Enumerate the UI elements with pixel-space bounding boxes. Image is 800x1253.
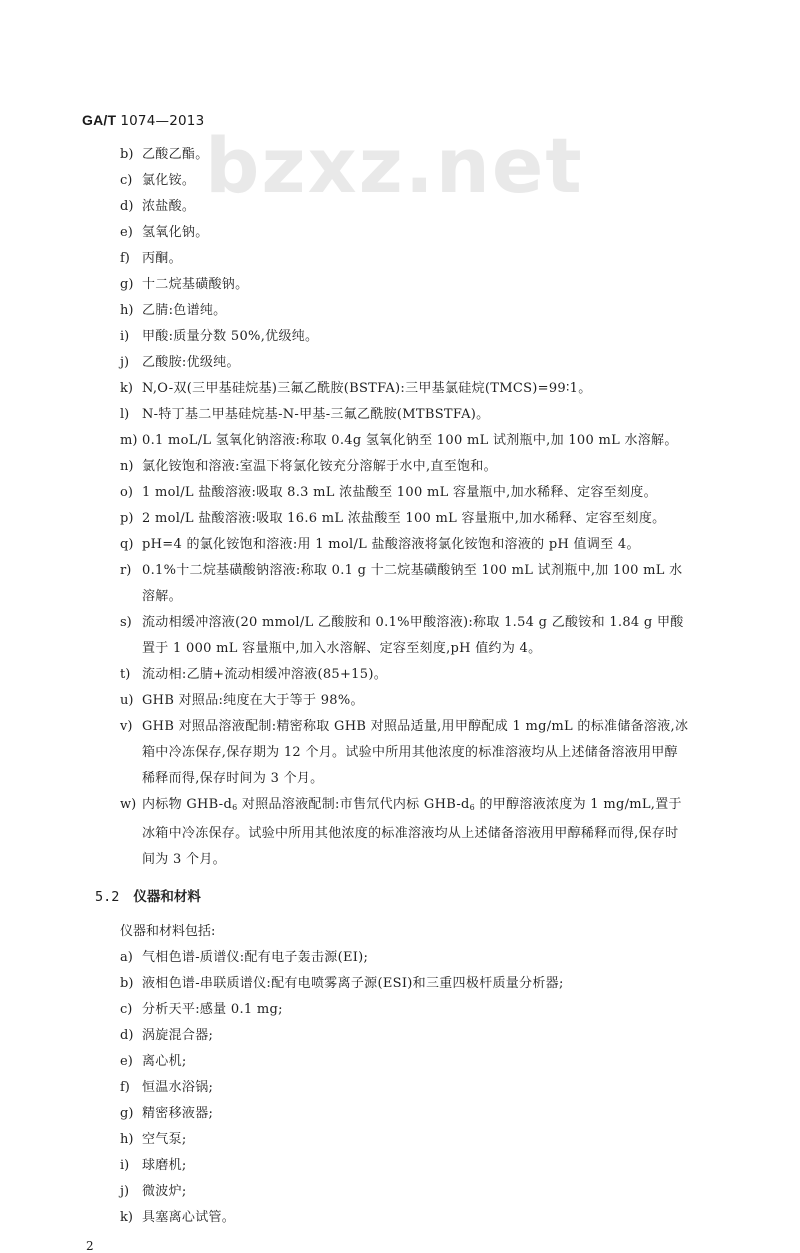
item-text: N-特丁基二甲基硅烷基-N-甲基-三氟乙酰胺(MTBSTFA)。: [142, 407, 490, 422]
list-item: [120, 246, 690, 272]
list-item: [120, 1049, 690, 1075]
list-item: [120, 792, 690, 873]
list-item: [120, 945, 690, 971]
list-item: [120, 662, 690, 688]
list-item: [120, 1153, 690, 1179]
item-text: 氯化铵饱和溶液:室温下将氯化铵充分溶解于水中,直至饱和。: [142, 459, 497, 474]
item-text: GHB 对照品:纯度在大于等于 98%。: [142, 693, 364, 708]
list-item: [120, 376, 690, 402]
item-text: pH=4 的氯化铵饱和溶液:用 1 mol/L 盐酸溶液将氯化铵饱和溶液的 pH 值调至 4。: [142, 537, 640, 552]
list-item: [120, 532, 690, 558]
item-marker: c): [120, 173, 133, 188]
item-marker: b): [120, 976, 134, 991]
item-text: 流动相缓冲溶液(20 mmol/L 乙酸胺和 0.1%甲酸溶液):称取 1.54 g 乙酸铵和 1.84 g 甲酸置于 1 000 mL 容量瓶中,加入水溶解、定容至刻度,pH 值约为 4。: [142, 615, 684, 656]
item-marker: a): [120, 950, 133, 965]
item-marker: f): [120, 1080, 130, 1095]
item-text: 0.1%十二烷基磺酸钠溶液:称取 0.1 g 十二烷基磺酸钠至 100 mL 试剂瓶中,加 100 mL 水溶解。: [142, 563, 683, 604]
list-item: [120, 272, 690, 298]
item-marker: g): [120, 277, 134, 292]
item-text: 精密移液器;: [142, 1106, 214, 1121]
item-text: 2 mol/L 盐酸溶液:吸取 16.6 mL 浓盐酸至 100 mL 容量瓶中,加水稀释、定容至刻度。: [142, 511, 666, 526]
list-item: [120, 220, 690, 246]
list-item: [120, 1023, 690, 1049]
item-marker: w): [120, 797, 137, 812]
item-marker: k): [120, 381, 133, 396]
item-text: 0.1 moL/L 氢氧化钠溶液:称取 0.4g 氢氧化钠至 100 mL 试剂瓶中,加 100 mL 水溶解。: [142, 433, 678, 448]
section-title-text: 仪器和材料: [133, 889, 201, 905]
item-text: 涡旋混合器;: [142, 1028, 214, 1043]
list-item: [120, 1075, 690, 1101]
list-item: [120, 1101, 690, 1127]
item-text: 乙酸胺:优级纯。: [142, 355, 240, 370]
list-item: [120, 558, 690, 610]
item-marker: h): [120, 303, 134, 318]
list-item: [120, 454, 690, 480]
list-item: [120, 714, 690, 792]
item-marker: j): [120, 355, 130, 370]
list-item: [120, 402, 690, 428]
item-marker: i): [120, 329, 130, 344]
list-item: [120, 350, 690, 376]
item-marker: m): [120, 433, 138, 448]
page-number: 2: [86, 1239, 94, 1253]
item-marker: r): [120, 563, 132, 578]
list-item: [120, 298, 690, 324]
list-item: [120, 194, 690, 220]
item-marker: d): [120, 199, 134, 214]
standard-header: [82, 112, 204, 129]
list-item: [120, 324, 690, 350]
item-text: 流动相:乙腈+流动相缓冲溶液(85+15)。: [142, 667, 387, 682]
item-text: 乙酸乙酯。: [142, 147, 209, 162]
item-text: 浓盐酸。: [142, 199, 196, 214]
item-text: 离心机;: [142, 1054, 187, 1069]
list-item: [120, 142, 690, 168]
list-item: [120, 1179, 690, 1205]
item-text: GHB 对照品溶液配制:精密称取 GHB 对照品适量,用甲醇配成 1 mg/mL 的标准储备溶液,冰箱中冷冻保存,保存期为 12 个月。试验中所用其他浓度的标准溶液均从上述储备溶液用甲醇稀释而得,保存时间为 3 个月。: [142, 719, 689, 786]
section-heading: [95, 885, 201, 905]
item-text: 恒温水浴锅;: [142, 1080, 214, 1095]
list-item: [120, 997, 690, 1023]
section-intro: 仪器和材料包括:: [120, 924, 216, 939]
item-marker: c): [120, 1002, 133, 1017]
item-marker: h): [120, 1132, 134, 1147]
item-marker: t): [120, 667, 131, 682]
list-item: [120, 688, 690, 714]
watermark: bzxz.net: [205, 121, 584, 210]
item-marker: e): [120, 225, 133, 240]
item-marker: n): [120, 459, 134, 474]
item-text: 具塞离心试管。: [142, 1210, 236, 1225]
item-text: 气相色谱-质谱仪:配有电子轰击源(EI);: [142, 950, 369, 965]
item-text: 甲酸:质量分数 50%,优级纯。: [142, 329, 319, 344]
item-text: 内标物 GHB-$d_6$ 对照品溶液配制:市售氘代内标 GHB-$d_6$ 的甲醇溶液浓度为 1 mg/mL,置于冰箱中冷冻保存。试验中所用其他浓度的标准溶液均从上述储备溶液用甲醇稀释而得,保存时间为 3 个月。: [142, 797, 682, 867]
item-text: 氢氧化钠。: [142, 225, 209, 240]
item-text: 十二烷基磺酸钠。: [142, 277, 249, 292]
item-marker: j): [120, 1184, 130, 1199]
list-item: [120, 506, 690, 532]
item-marker: k): [120, 1210, 133, 1225]
item-text: 1 mol/L 盐酸溶液:吸取 8.3 mL 浓盐酸至 100 mL 容量瓶中,加水稀释、定容至刻度。: [142, 485, 657, 500]
item-text: 丙酮。: [142, 251, 182, 266]
item-marker: i): [120, 1158, 130, 1173]
item-text: 分析天平:感量 0.1 mg;: [142, 1002, 283, 1017]
item-text: 球磨机;: [142, 1158, 187, 1173]
item-marker: v): [120, 719, 133, 734]
list-item: [120, 480, 690, 506]
list-item: [120, 168, 690, 194]
item-marker: g): [120, 1106, 134, 1121]
item-text: 氯化铵。: [142, 173, 196, 188]
standard-prefix: GA/T: [82, 112, 117, 128]
item-marker: b): [120, 147, 134, 162]
item-text: 空气泵;: [142, 1132, 187, 1147]
standard-number: 1074—2013: [120, 113, 205, 129]
list-item: [120, 1205, 690, 1231]
item-marker: u): [120, 693, 134, 708]
item-marker: s): [120, 615, 132, 630]
item-marker: e): [120, 1054, 133, 1069]
list-item: [120, 610, 690, 662]
list-item: [120, 971, 690, 997]
list-item: [120, 428, 690, 454]
item-text: 乙腈:色谱纯。: [142, 303, 227, 318]
section-number: 5.2: [95, 889, 120, 905]
item-marker: d): [120, 1028, 134, 1043]
item-marker: q): [120, 537, 134, 552]
item-marker: f): [120, 251, 130, 266]
list-item: [120, 1127, 690, 1153]
item-text: 液相色谱-串联质谱仪:配有电喷雾离子源(ESI)和三重四极杆质量分析器;: [142, 976, 564, 991]
item-marker: p): [120, 511, 134, 526]
item-text: 微波炉;: [142, 1184, 187, 1199]
item-marker: l): [120, 407, 130, 422]
item-text: N,O-双(三甲基硅烷基)三氟乙酰胺(BSTFA):三甲基氯硅烷(TMCS)=99∶1。: [142, 381, 592, 396]
item-marker: o): [120, 485, 133, 500]
